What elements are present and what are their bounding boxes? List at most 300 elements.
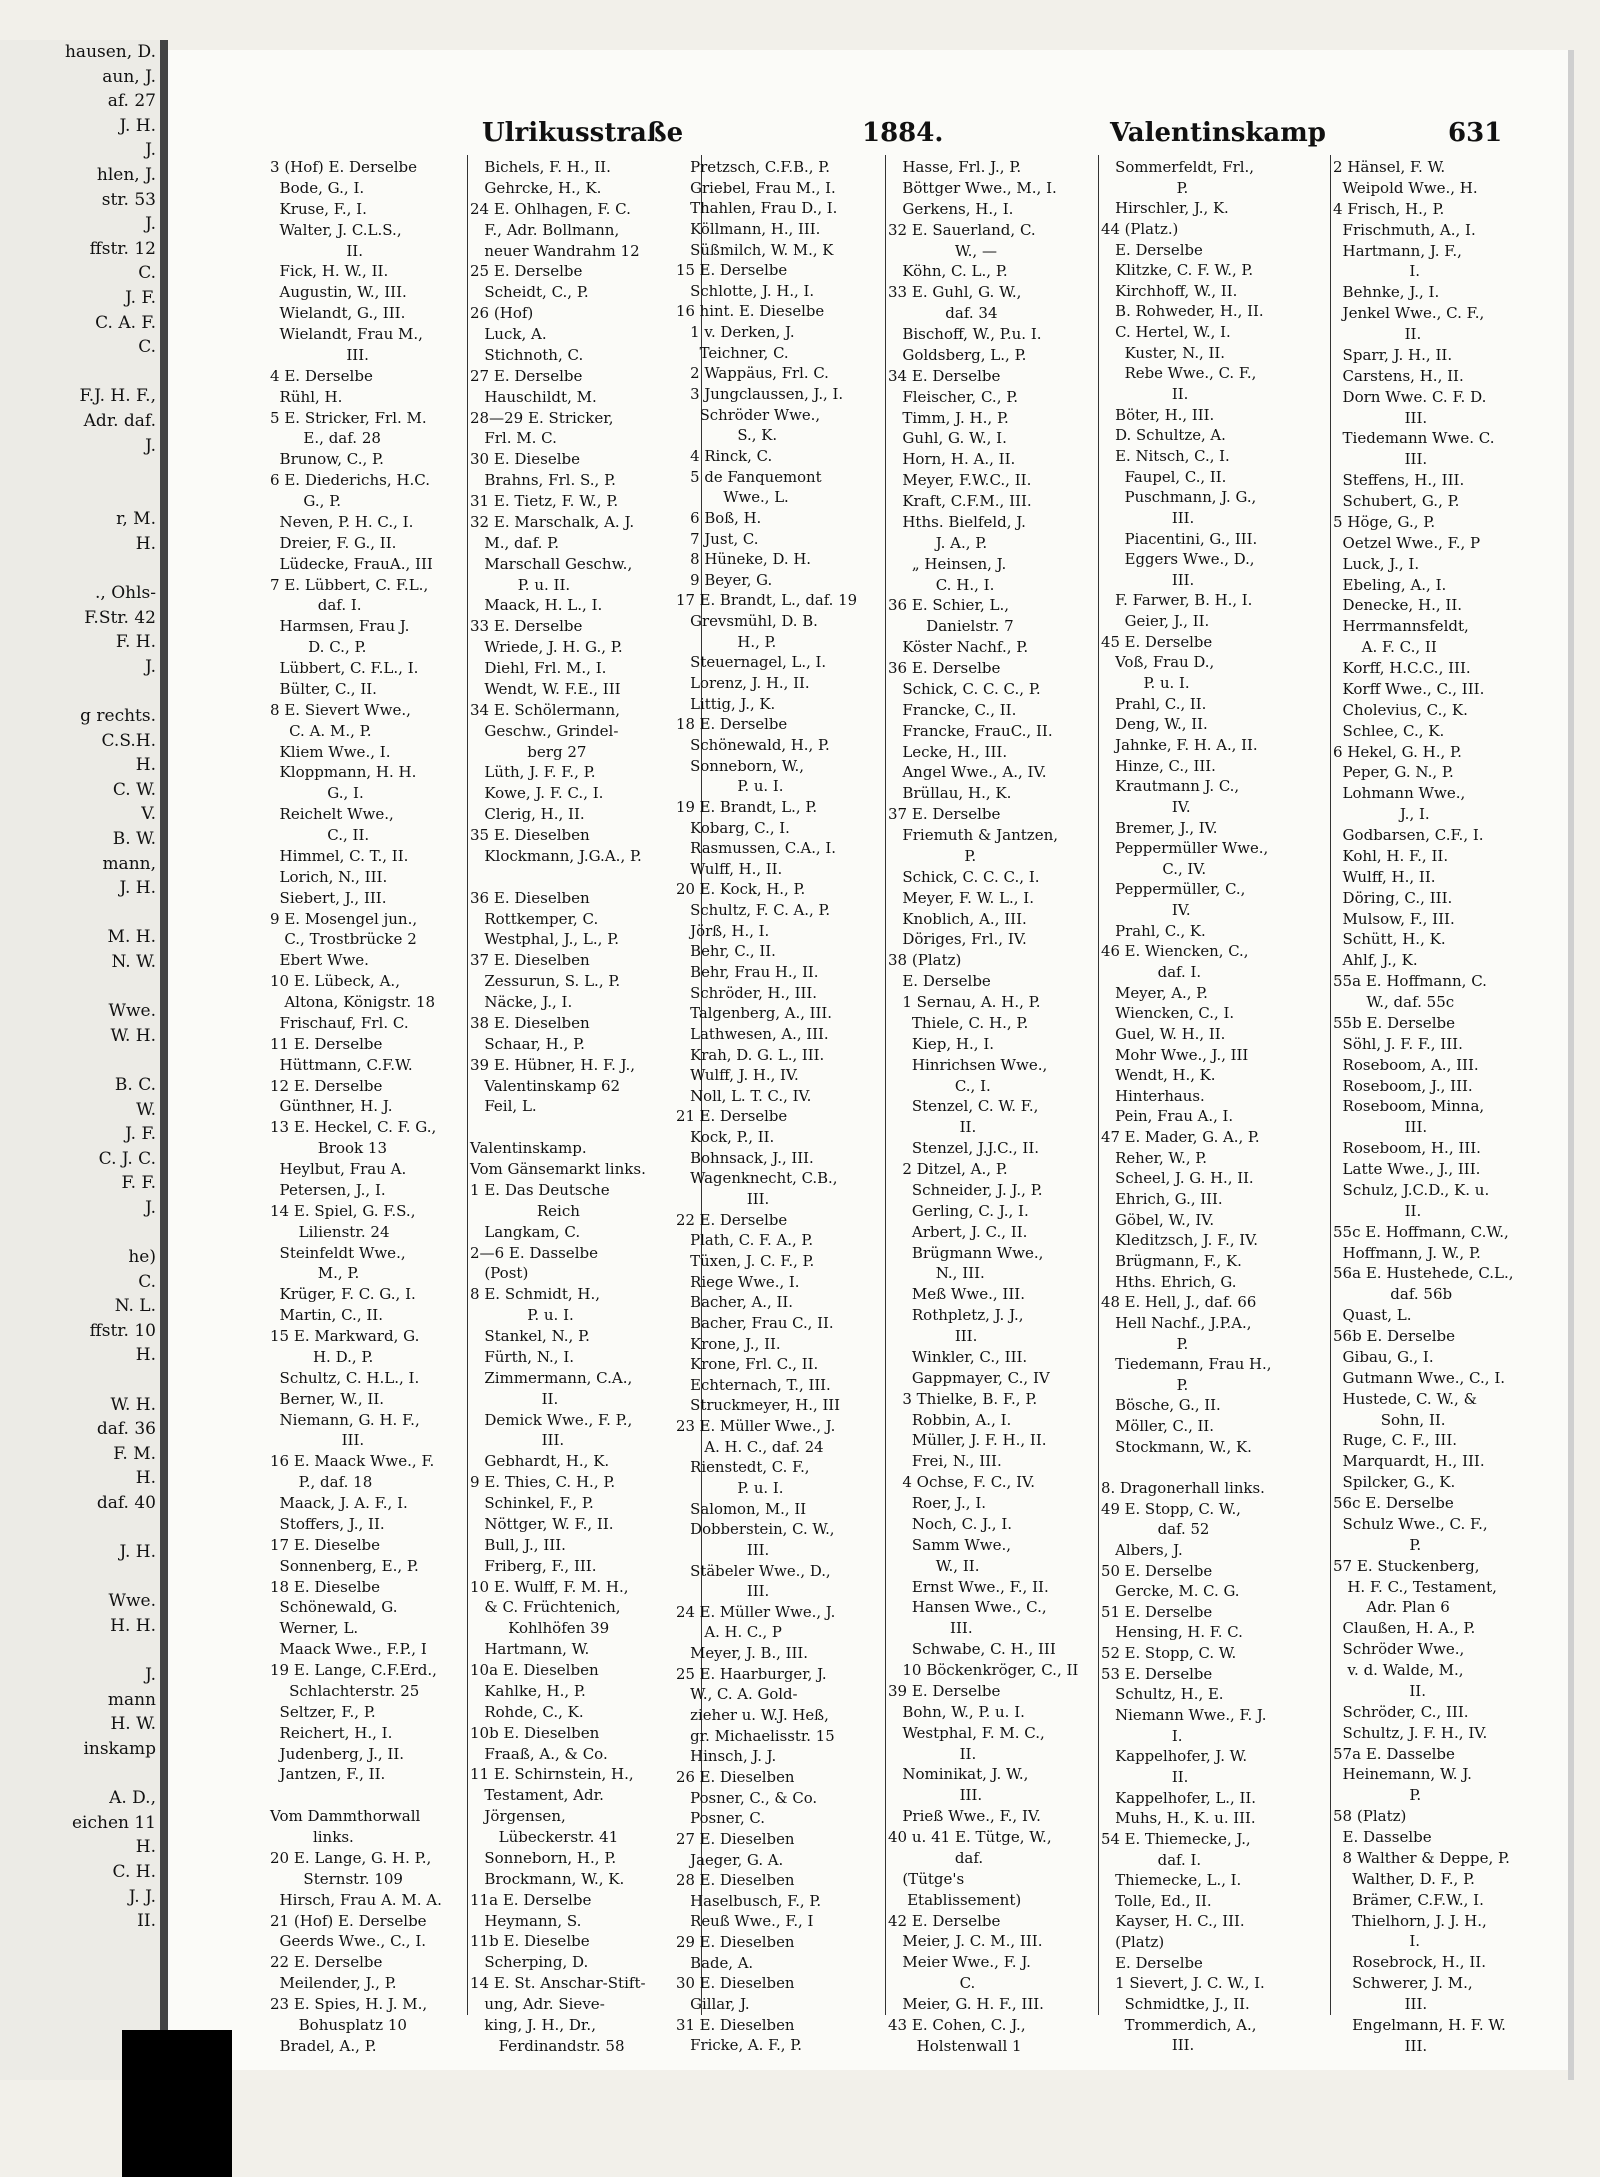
directory-entry-line: Vom Gänsemarkt links. (470, 1160, 646, 1178)
prev-page-line: W. H. (110, 1394, 156, 1415)
directory-entry-line: Faupel, C., II. (1101, 467, 1227, 486)
prev-page-line: inskamp (83, 1738, 156, 1759)
directory-entry-line: Kliem Wwe., I. (270, 742, 391, 761)
directory-entry-line: Brahns, Frl. S., P. (470, 471, 616, 490)
directory-entry-line: 9 Beyer, G. (676, 570, 773, 589)
directory-entry-line: Vom Dammthorwall (270, 1807, 421, 1826)
directory-entry-line: 7 Just, C. (676, 529, 759, 548)
prev-page-line: J. (145, 435, 156, 456)
directory-entry-line: daf. I. (1101, 1850, 1202, 1869)
directory-entry-line: II. (1333, 325, 1422, 343)
directory-entry-line: J. A., P. (888, 533, 988, 552)
prev-page-line: Wwe. (108, 1001, 156, 1022)
directory-entry-line: Riege Wwe., I. (676, 1272, 800, 1291)
directory-entry-line: Niemann Wwe., F. J. (1101, 1706, 1267, 1725)
directory-entry-line: Ahlf, J., K. (1333, 951, 1418, 970)
directory-entry-line: P. u. I. (676, 777, 784, 796)
header-year: 1884. (862, 118, 944, 148)
directory-entry-line: berg 27 (470, 742, 587, 761)
directory-entry-line: Rebe Wwe., C. F., (1101, 364, 1257, 383)
directory-entry-line: Talgenberg, A., III. (676, 1004, 833, 1023)
directory-entry-line: Behr, Frau H., II. (676, 962, 819, 981)
directory-entry-line: Petersen, J., I. (270, 1180, 386, 1199)
directory-entry-line: Krautmann J. C., (1101, 777, 1240, 796)
directory-entry-line: Carstens, H., II. (1333, 366, 1464, 385)
prev-page-line (0, 556, 160, 581)
prev-page-line: II. (137, 1911, 156, 1932)
directory-entry-line: Neven, P. H. C., I. (270, 512, 414, 531)
directory-entry-line: M., P. (270, 1264, 360, 1283)
directory-entry-line: Quast, L. (1333, 1306, 1412, 1325)
directory-entry-line: 9 E. Mosengel jun., (270, 909, 418, 928)
directory-entry-line: 56a E. Hustehede, C.L., (1333, 1264, 1514, 1283)
directory-entry-line: Meyer, F. W. L., I. (888, 888, 1034, 907)
directory-entry-line: Sommerfeldt, Frl., (1101, 158, 1254, 176)
directory-entry-line: Prieß Wwe., F., IV. (888, 1807, 1041, 1826)
directory-entry-line: Schröder Wwe., (1333, 1640, 1465, 1659)
directory-entry-line: Littig, J., K. (676, 694, 776, 713)
directory-entry-line: Sparr, J. H., II. (1333, 345, 1453, 364)
directory-entry-line: Tiedemann, Frau H., (1101, 1355, 1272, 1374)
directory-entry-line: I. (1101, 1726, 1183, 1745)
prev-page-line: F. H. (115, 632, 156, 653)
directory-entry-line: Meier, G. H. F., III. (888, 1995, 1044, 2013)
directory-entry-line: Hoffmann, J. W., P. (1333, 1243, 1481, 1262)
directory-entry-line: 49 E. Stopp, C. W., (1101, 1499, 1241, 1518)
directory-entry-line: Walther, D. F., P. (1333, 1869, 1475, 1888)
directory-entry-line: Langkam, C. (470, 1222, 581, 1241)
directory-entry-line: Stenzel, J.J.C., II. (888, 1139, 1040, 1158)
prev-page-line: C. J. C. (98, 1148, 156, 1169)
directory-entry-line: Brämer, C.F.W., I. (1333, 1890, 1484, 1909)
prev-page-line (0, 360, 160, 385)
directory-entry-line: 25 E. Haarburger, J. (676, 1664, 827, 1683)
directory-entry-line: Gerkens, H., I. (888, 199, 1014, 218)
directory-entry-line: Lorenz, J. H., II. (676, 674, 810, 693)
directory-entry-line: Tolle, Ed., II. (1101, 1891, 1212, 1910)
directory-entry-line: Lorich, N., III. (270, 867, 388, 886)
directory-entry-line: Bohusplatz 10 (270, 2015, 407, 2034)
directory-entry-line: Kraft, C.F.M., III. (888, 492, 1032, 510)
header-street-left: Ulrikusstraße (482, 118, 684, 148)
directory-entry-line: Thielhorn, J. J. H., (1333, 1911, 1487, 1930)
directory-entry-line: Heinemann, W. J. (1333, 1765, 1472, 1784)
directory-entry-line: G., P. (270, 492, 342, 510)
directory-entry-line: Sonneborn, H., P. (470, 1848, 617, 1867)
prev-page-line: ffstr. 10 (89, 1320, 156, 1341)
directory-entry-line: 28 E. Dieselben (676, 1871, 795, 1890)
directory-entry-line: Martin, C., II. (270, 1306, 384, 1325)
directory-entry-line: 36 E. Schier, L., (888, 596, 1010, 615)
column-rule (1098, 155, 1099, 2015)
directory-entry-line: C., I. (888, 1076, 991, 1095)
directory-entry-line: Hüttmann, C.F.W. (270, 1055, 413, 1074)
directory-entry-line: Kiep, H., I. (888, 1034, 995, 1053)
directory-entry-line: Kleditzsch, J. F., IV. (1101, 1231, 1258, 1250)
directory-entry-line: P. (888, 846, 977, 865)
directory-entry-line: II. (1101, 385, 1189, 404)
prev-page-line: mann (107, 1689, 156, 1710)
book-gutter (160, 40, 168, 2080)
directory-entry-line: Reher, W., P. (1101, 1148, 1207, 1167)
directory-entry-line: 14 E. Spiel, G. F.S., (270, 1201, 416, 1220)
prev-page-line: H. (135, 755, 156, 776)
directory-entry-line: Fricke, A. F., P. (676, 2036, 802, 2055)
directory-entry-line: Etablissement) (888, 1890, 1022, 1909)
directory-entry-line: Spilcker, G., K. (1333, 1473, 1456, 1492)
directory-entry-line: 8 Walther & Deppe, P. (1333, 1848, 1510, 1867)
directory-entry-line: Struckmeyer, H., III (676, 1396, 841, 1415)
directory-entry-line: Testament, Adr. (470, 1786, 604, 1805)
directory-entry-line: 56c E. Derselbe (1333, 1494, 1454, 1512)
directory-entry-line: Kappelhofer, J. W. (1101, 1747, 1248, 1766)
directory-entry-line: Altona, Königstr. 18 (270, 993, 436, 1011)
directory-entry-line: A. H. C., P (676, 1623, 782, 1642)
directory-entry-line: P. u. I. (470, 1306, 574, 1325)
directory-entry-line: Westphal, J., L., P. (470, 930, 620, 949)
directory-entry-line: G., I. (270, 784, 364, 803)
directory-entry-line: Wulff, J. H., IV. (676, 1066, 799, 1085)
directory-entry-line: Brügmann Wwe., (888, 1243, 1044, 1262)
directory-entry-line: H., P. (676, 632, 777, 651)
directory-entry-line: Demick Wwe., F. P., (470, 1410, 633, 1429)
directory-entry-line: Scherping, D. (470, 1953, 589, 1972)
directory-entry-line: 55b E. Derselbe (1333, 1013, 1455, 1032)
prev-page-line: J. H. (119, 878, 156, 899)
prev-page-line: af. 27 (107, 91, 156, 112)
directory-entry-line: Mulsow, F., III. (1333, 909, 1455, 928)
directory-entry-line: Schulz Wwe., C. F., (1333, 1514, 1488, 1533)
directory-entry-line: Näcke, J., I. (470, 993, 573, 1011)
directory-entry-line: 11 E. Schirnstein, H., (470, 1765, 634, 1784)
prev-page-line: Wwe. (108, 1591, 156, 1612)
directory-entry-line: Wendt, W. F.E., III (470, 679, 621, 698)
directory-entry-line: Voß, Frau D., (1101, 653, 1215, 672)
directory-entry-line: Wulff, H., II. (676, 859, 783, 878)
directory-column-3 (676, 157, 886, 2056)
directory-entry-line: Reichert, H., I. (270, 1723, 393, 1742)
prev-page-line: J. (145, 1665, 156, 1686)
directory-entry-line: III. (1101, 508, 1195, 527)
directory-entry-line: 2 Ditzel, A., P. (888, 1160, 1008, 1178)
directory-entry-line: Robbin, A., I. (888, 1410, 1012, 1429)
directory-entry-line: Stichnoth, C. (470, 345, 584, 364)
directory-entry-line: neuer Wandrahm 12 (470, 241, 640, 260)
directory-entry-line: zieher u. W.J. Heß, (676, 1706, 829, 1725)
directory-entry-line: Frei, N., III. (888, 1452, 1002, 1471)
directory-entry-line: Rienstedt, C. F., (676, 1458, 810, 1477)
directory-entry-line: Stoffers, J., II. (270, 1514, 385, 1533)
directory-entry-line: 47 E. Mader, G. A., P. (1101, 1128, 1260, 1147)
directory-entry-line: Samm Wwe., (888, 1535, 1012, 1554)
directory-entry-line: 1 v. Derken, J. (676, 323, 795, 342)
directory-entry-line: Behr, C., II. (676, 942, 776, 961)
directory-entry-line: 6 Boß, H. (676, 508, 762, 527)
directory-entry-line: Schröder, H., III. (676, 983, 817, 1002)
directory-entry-line: Niemann, G. H. F., (270, 1410, 420, 1429)
directory-entry-line: Fleischer, C., P. (888, 387, 1019, 406)
directory-entry-line: Brügmann, F., K. (1101, 1251, 1242, 1270)
directory-entry-line: Schwabe, C. H., III (888, 1640, 1056, 1659)
directory-entry-line: E. Dasselbe (1333, 1828, 1432, 1846)
directory-entry-line: 10a E. Dieselben (470, 1661, 599, 1679)
directory-entry-line: Peppermüller Wwe., (1101, 839, 1269, 858)
directory-entry-line: Valentinskamp 62 (470, 1076, 621, 1095)
prev-page-line: ., Ohls- (94, 583, 156, 604)
prev-page-line: mann, (102, 853, 156, 874)
directory-entry-line: daf. 34 (888, 304, 998, 323)
directory-entry-line: Schwerer, J. M., (1333, 1974, 1473, 1993)
directory-entry-line: H. D., P. (270, 1347, 374, 1366)
directory-entry-line: Valentinskamp. (470, 1139, 587, 1158)
directory-entry-line: Schultz, C. H.L., I. (270, 1368, 420, 1387)
directory-entry-line: 27 E. Derselbe (470, 366, 583, 385)
directory-entry-line: D. C., P. (270, 638, 367, 657)
directory-entry-line: Jenkel Wwe., C. F., (1333, 304, 1485, 323)
directory-entry-line: H. F. C., Testament, (1333, 1577, 1497, 1596)
directory-entry-line: 14 E. St. Anschar-Stift- (470, 1974, 646, 1993)
directory-entry-line: 52 E. Stopp, C. W. (1101, 1644, 1237, 1663)
prev-page-line: J. F. (125, 1124, 156, 1145)
directory-entry-line: Zimmermann, C.A., (470, 1368, 633, 1387)
prev-page-line: J. H. (119, 115, 156, 136)
directory-entry-line: Lilienstr. 24 (270, 1222, 390, 1241)
directory-entry-line: Hasse, Frl. J., P. (888, 158, 1022, 176)
directory-entry-line: Schubert, G., P. (1333, 492, 1460, 510)
directory-entry-line: 17 E. Dieselbe (270, 1535, 381, 1554)
directory-entry-line: 36 E. Dieselben (470, 888, 590, 907)
prev-page-line: H. H. (110, 1616, 156, 1636)
directory-entry-line: 33 E. Guhl, G. W., (888, 283, 1022, 302)
directory-entry-line: Dobberstein, C. W., (676, 1520, 835, 1539)
directory-entry-line: Hirsch, Frau A. M. A. (270, 1890, 442, 1909)
directory-entry-line: III. (1101, 570, 1195, 589)
directory-entry-line: 9 E. Thies, C. H., P. (470, 1473, 616, 1492)
directory-entry-line: Heymann, S. (470, 1911, 582, 1930)
directory-entry-line: Goldsberg, L., P. (888, 345, 1027, 364)
directory-entry-line: P. (1101, 1375, 1189, 1394)
directory-entry-line: Lübbert, C. F.L., I. (270, 659, 419, 677)
directory-entry-line: Hinze, C., III. (1101, 756, 1216, 775)
directory-entry-line: 53 E. Derselbe (1101, 1664, 1213, 1683)
directory-entry-line: Schlachterstr. 25 (270, 1681, 420, 1700)
directory-entry-line: Schütt, H., K. (1333, 930, 1446, 949)
directory-entry-line: 4 E. Derselbe (270, 366, 373, 385)
directory-entry-line: Gutmann Wwe., C., I. (1333, 1368, 1506, 1387)
prev-page-line (0, 1639, 160, 1664)
directory-entry-line: Kappelhofer, L., II. (1101, 1788, 1256, 1807)
directory-entry-line: IV. (1101, 901, 1191, 920)
directory-entry-line: 30 E. Dieselbe (470, 450, 581, 469)
directory-entry-line: Lübeckerstr. 41 (470, 1828, 619, 1846)
directory-entry-line: 57 E. Stuckenberg, (1333, 1556, 1480, 1575)
directory-entry-line: C., II. (270, 826, 370, 844)
directory-entry-line: 22 E. Derselbe (270, 1953, 383, 1972)
directory-entry-line: Schröder Wwe., (676, 405, 821, 424)
directory-entry-line: III. (470, 1431, 565, 1450)
directory-entry-line: E. Derselbe (888, 972, 991, 991)
directory-entry-line: 18 E. Dieselbe (270, 1577, 381, 1596)
prev-page-line: daf. 36 (96, 1419, 156, 1440)
directory-entry-line: Gappmayer, C., IV (888, 1368, 1050, 1387)
directory-entry-line: Engelmann, H. F. W. (1333, 2015, 1506, 2034)
directory-entry-line: 55a E. Hoffmann, C. (1333, 972, 1487, 991)
prev-page-line: C. W. (112, 779, 156, 800)
directory-entry-line: Adr. Plan 6 (1333, 1598, 1450, 1617)
directory-entry-line: 29 E. Dieselben (676, 1933, 795, 1952)
directory-entry-line: 26 E. Dieselben (676, 1767, 795, 1786)
directory-entry-line: 1 E. Das Deutsche (470, 1180, 610, 1199)
directory-entry-line: 10b E. Dieselben (470, 1723, 600, 1742)
directory-entry-line: Jahnke, F. H. A., II. (1101, 735, 1258, 754)
directory-entry-line: Marquardt, H., III. (1333, 1452, 1485, 1471)
directory-entry-line: Schaar, H., P. (470, 1034, 585, 1053)
directory-entry-line: Schultz, F. C. A., P. (676, 901, 831, 920)
directory-entry-line (1101, 1457, 1329, 1478)
prev-page-line: N. W. (111, 951, 156, 972)
directory-entry-line: 23 E. Müller Wwe., J. (676, 1417, 836, 1436)
directory-entry-line: Oetzel Wwe., F., P (1333, 533, 1481, 552)
directory-entry-line: II. (1333, 1201, 1422, 1220)
directory-entry-line: Sonnenberg, E., P. (270, 1556, 419, 1575)
directory-entry-line: Schultz, H., E. (1101, 1685, 1224, 1704)
directory-entry-line: 36 E. Derselbe (888, 659, 1001, 677)
directory-entry-line: Francke, FrauC., II. (888, 721, 1053, 740)
directory-entry-line: 4 Frisch, H., P. (1333, 199, 1445, 218)
directory-entry-line: J., I. (1333, 805, 1430, 824)
directory-entry-line: Kahlke, H., P. (470, 1681, 586, 1700)
directory-entry-line: 16 E. Maack Wwe., F. (270, 1452, 435, 1471)
directory-entry-line: III. (1333, 2036, 1428, 2055)
directory-entry-line: Hinsch, J. J. (676, 1747, 777, 1766)
directory-entry-line: Müller, J. F. H., II. (888, 1431, 1047, 1450)
directory-entry-line: 12 E. Derselbe (270, 1076, 383, 1095)
directory-entry-line: Kirchhoff, W., II. (1101, 281, 1238, 300)
directory-entry-line: Kruse, F., I. (270, 199, 367, 218)
directory-entry-line: Gillar, J. (676, 1995, 750, 2014)
directory-entry-line: 56b E. Derselbe (1333, 1327, 1455, 1345)
column-rule (1330, 155, 1331, 2015)
prev-page-line: eichen 11 (71, 1812, 156, 1833)
directory-entry-line: 26 (Hof) (470, 304, 534, 323)
directory-entry-line: Hths. Ehrich, G. (1101, 1272, 1237, 1291)
directory-entry-line: 17 E. Brandt, L., daf. 19 (676, 591, 858, 610)
directory-entry-line: daf. 56b (1333, 1285, 1453, 1304)
directory-entry-line: Heylbut, Frau A. (270, 1160, 407, 1178)
prev-page-line: J. J. (128, 1886, 156, 1907)
directory-entry-line: Steuernagel, L., I. (676, 653, 827, 672)
directory-entry-line: Kock, P., II. (676, 1128, 775, 1147)
directory-entry-line: III. (888, 1786, 983, 1805)
directory-entry-line: III. (270, 1431, 365, 1450)
prev-page-line: r, M. (116, 509, 156, 530)
prev-page-line: J. (145, 140, 156, 161)
directory-entry-line: 24 E. Ohlhagen, F. C. (470, 199, 631, 218)
prev-page-line: J. (145, 656, 156, 677)
directory-entry-line: Westphal, F. M. C., (888, 1723, 1045, 1742)
directory-entry-line: Thiele, C. H., P. (888, 1013, 1029, 1032)
directory-entry-line: 10 E. Wulff, F. M. H., (470, 1577, 629, 1596)
directory-entry-line: Maack Wwe., F.P., I (270, 1640, 427, 1659)
directory-entry-line: Bacher, A., II. (676, 1293, 793, 1312)
directory-entry-line: Reich (470, 1201, 580, 1220)
directory-entry-line: Feil, L. (470, 1097, 537, 1116)
directory-entry-line: P. (1101, 178, 1189, 197)
directory-entry-line: 15 E. Derselbe (676, 261, 788, 280)
prev-page-line: C. H. (112, 1861, 156, 1882)
directory-entry-line: Fick, H. W., II. (270, 262, 389, 281)
directory-entry-line: Sonneborn, W., (676, 756, 804, 775)
directory-entry-line: 21 (Hof) E. Derselbe (270, 1911, 427, 1930)
directory-entry-line: Teichner, C. (676, 343, 789, 362)
directory-entry-line: I. (1333, 262, 1421, 281)
directory-entry-line: 10 E. Lübeck, A., (270, 972, 400, 991)
directory-entry-line: ung, Adr. Sieve- (470, 1995, 605, 2013)
directory-entry-line: 5 de Fanquemont (676, 467, 822, 486)
directory-entry-line: Marschall Geschw., (470, 554, 633, 573)
directory-entry-line: C., Trostbrücke 2 (270, 930, 417, 949)
directory-entry-line: Bösche, G., II. (1101, 1396, 1221, 1415)
directory-column-1 (270, 157, 465, 2057)
directory-entry-line: 37 E. Dieselben (470, 951, 590, 970)
directory-entry-line: Hirschler, J., K. (1101, 199, 1229, 218)
directory-entry-line: 33 E. Derselbe (470, 617, 583, 636)
directory-entry-line: 48 E. Hell, J., daf. 66 (1101, 1293, 1257, 1312)
directory-entry-line: Bade, A. (676, 1953, 754, 1972)
directory-entry-line: Kayser, H. C., III. (1101, 1912, 1245, 1931)
directory-entry-line: Wielandt, Frau M., (270, 325, 423, 343)
directory-entry-line: P. (1333, 1535, 1422, 1554)
directory-entry-line: Wendt, H., K. (1101, 1066, 1216, 1085)
directory-entry-line: 46 E. Wiencken, C., (1101, 942, 1249, 961)
directory-entry-line: links. (270, 1828, 354, 1846)
directory-entry-line: Roer, J., I. (888, 1494, 987, 1512)
directory-entry-line: Ebert Wwe. (270, 951, 369, 970)
directory-entry-line: W., — (888, 241, 997, 260)
directory-entry-line: Grevsmühl, D. B. (676, 612, 818, 631)
directory-entry-line: Seltzer, F., P. (270, 1702, 376, 1721)
directory-entry-line: III. (1333, 1118, 1428, 1137)
directory-entry-line: 18 E. Derselbe (676, 715, 788, 734)
directory-entry-line: Köster Nachf., P. (888, 638, 1029, 657)
prev-page-line: Adr. daf. (83, 410, 156, 431)
directory-entry-line: 5 E. Stricker, Frl. M. (270, 408, 427, 427)
directory-entry-line: 55c E. Hoffmann, C.W., (1333, 1222, 1509, 1241)
directory-entry-line: Jaeger, G. A. (676, 1850, 784, 1869)
directory-entry-line: III. (1333, 1995, 1428, 2013)
directory-entry-line: C. Hertel, W., I. (1101, 323, 1231, 342)
directory-entry-line: II. (1333, 1681, 1427, 1700)
directory-entry-line: Wriede, J. H. G., P. (470, 638, 623, 657)
directory-entry-line: Krone, Frl. C., II. (676, 1355, 819, 1374)
directory-entry-line: Frl. M. C. (470, 429, 557, 448)
directory-entry-line: 1 Sievert, J. C. W., I. (1101, 1974, 1265, 1993)
directory-entry-line: Reuß Wwe., F., I (676, 1912, 814, 1931)
directory-entry-line: Tüxen, J. C. F., P. (676, 1251, 815, 1270)
directory-entry-line: Posner, C. (676, 1809, 765, 1828)
prev-page-line: A. D., (109, 1788, 156, 1809)
directory-entry-line: Rothpletz, J. J., (888, 1306, 1024, 1325)
directory-entry-line: Meier, J. C. M., III. (888, 1932, 1043, 1951)
prev-page-line: H. W. (110, 1714, 156, 1735)
directory-entry-line: Wiencken, C., I. (1101, 1004, 1235, 1023)
directory-entry-line: Nöttger, W. F., II. (470, 1514, 614, 1533)
directory-entry-line: 45 E. Derselbe (1101, 632, 1213, 651)
directory-entry-line: 24 E. Müller Wwe., J. (676, 1602, 836, 1621)
directory-entry-line: 28—29 E. Stricker, (470, 408, 614, 427)
directory-entry-line: II. (270, 241, 364, 260)
directory-entry-line: Kuster, N., II. (1101, 343, 1225, 362)
